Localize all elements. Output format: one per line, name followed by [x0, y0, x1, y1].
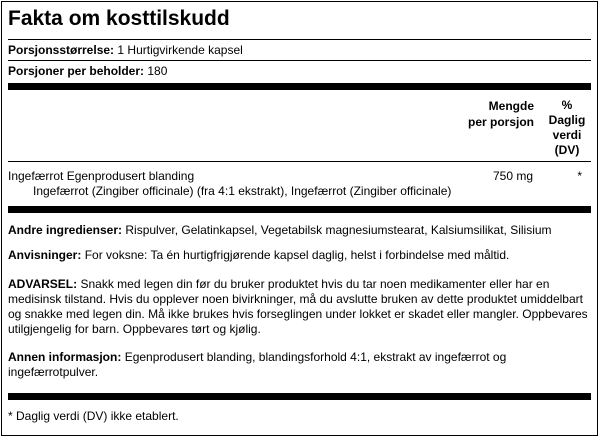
serving-size-label: Porsjonsstørrelse:	[8, 43, 115, 57]
ingredient-name: Ingefærrot Egenprodusert blanding	[8, 169, 195, 183]
divider	[8, 161, 591, 162]
thick-divider	[8, 393, 591, 400]
serving-size-row	[8, 43, 591, 57]
other-information	[8, 350, 589, 380]
warning-text: Snakk med legen din før du bruker produktet hvis du tar noen medikamenter eller har en medisinsk tilstand. Hvis du opplever noen bivirkninger, må du avslutte bruken av dette produktet umiddelbart og snakke med legen din. Må ikke brukes hvis forseglingen under lokket er skadet eller mangler. Oppbevares utilgjengelig for barn. Oppbevares tørt og kjølig.	[8, 277, 588, 336]
thick-divider	[8, 83, 591, 90]
thick-divider	[8, 206, 591, 213]
footnote: * Daglig verdi (DV) ikke etablert.	[8, 409, 179, 423]
servings-per-container-label: Porsjoner per beholder:	[8, 64, 145, 78]
ingredient-amount: 750 mg	[492, 169, 533, 183]
dv-header-line: (DV)	[554, 143, 580, 157]
dv-header-line: Daglig	[548, 113, 586, 127]
amount-column-header	[468, 98, 534, 130]
amount-header-line: per porsjon	[467, 115, 534, 129]
servings-per-container-row	[8, 64, 591, 78]
dv-header-line: verdi	[552, 128, 582, 142]
directions-label: Anvisninger:	[8, 248, 82, 262]
warning-label: ADVARSEL:	[8, 277, 78, 291]
directions	[8, 248, 589, 263]
serving-size-value: 1 Hurtigvirkende kapsel	[117, 43, 243, 57]
panel-title: Fakta om kosttilskudd	[8, 7, 230, 30]
other-information-label: Annen informasjon:	[8, 350, 122, 364]
other-ingredients	[8, 223, 589, 238]
divider	[8, 60, 591, 61]
other-ingredients-label: Andre ingredienser:	[8, 223, 123, 237]
dv-header-line: %	[561, 98, 573, 112]
directions-text: For voksne: Ta én hurtigfrigjørende kapsel daglig, helst i forbindelse med måltid.	[84, 248, 510, 262]
daily-value-column-header	[547, 98, 587, 158]
warning	[8, 277, 589, 337]
ingredient-subcomponents: Ingefærrot (Zingiber officinale) (fra 4:1 ekstrakt), Ingefærrot (Zingiber officinale)	[33, 184, 452, 198]
amount-header-line: Mengde	[488, 99, 534, 113]
divider	[8, 39, 591, 40]
other-information-text: Egenprodusert blanding, blandingsforhold 4:1, ekstrakt av ingefærrot og ingefærrotpulver.	[8, 350, 507, 379]
other-ingredients-text: Rispulver, Gelatinkapsel, Vegetabilsk magnesiumstearat, Kalsiumsilikat, Silisium	[125, 223, 552, 237]
supplement-facts-panel	[1, 1, 598, 436]
ingredient-daily-value: *	[577, 169, 582, 183]
servings-per-container-value: 180	[147, 64, 168, 78]
